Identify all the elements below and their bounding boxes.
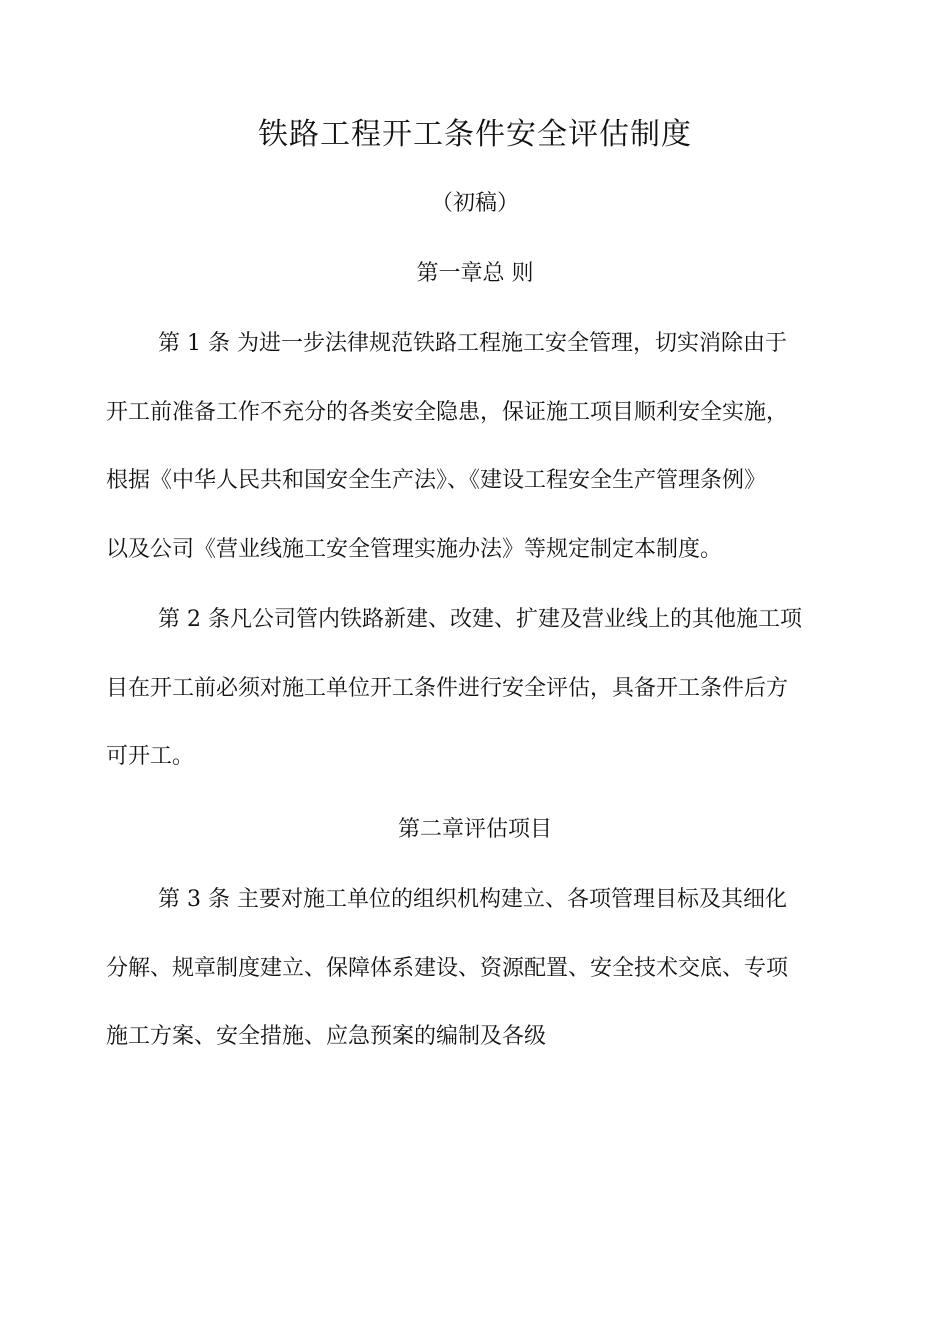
- chapter-heading-1: 第一章总 则: [416, 261, 534, 286]
- article-1-line: 以及公司《营业线施工安全管理实施办法》等规定制定本制度。: [106, 536, 723, 562]
- chapter-heading-2: 第二章评估项目: [397, 817, 552, 842]
- article-2-line: 可开工。: [106, 744, 195, 769]
- article-2-line: 第 2 条凡公司管内铁路新建、改建、扩建及营业线上的其他施工项: [158, 607, 802, 632]
- article-1: [106, 310, 846, 584]
- document-subtitle: （初稿）: [430, 191, 519, 216]
- article-1-line: 根据《中华人民共和国安全生产法》、《建设工程安全生产管理条例》: [106, 468, 767, 493]
- article-2-line: 目在开工前必须对施工单位开工条件进行安全评估，具备开工条件后方: [106, 675, 789, 701]
- article-3-line: 分解、规章制度建立、保障体系建设、资源配置、安全技术交底、专项: [106, 955, 789, 981]
- article-3-line: 第 3 条 主要对施工单位的组织机构建立、各项管理目标及其细化: [158, 887, 787, 912]
- document-title: 铁路工程开工条件安全评估制度: [258, 117, 692, 152]
- article-3: [106, 866, 846, 1072]
- article-2: [106, 586, 846, 792]
- article-1-line: 开工前准备工作不充分的各类安全隐患，保证施工项目顺利安全实施，: [106, 399, 789, 425]
- article-3-line: 施工方案、安全措施、应急预案的编制及各级: [106, 1024, 547, 1049]
- article-1-line: 第 1 条 为进一步法律规范铁路工程施工安全管理，切实消除由于: [158, 331, 787, 356]
